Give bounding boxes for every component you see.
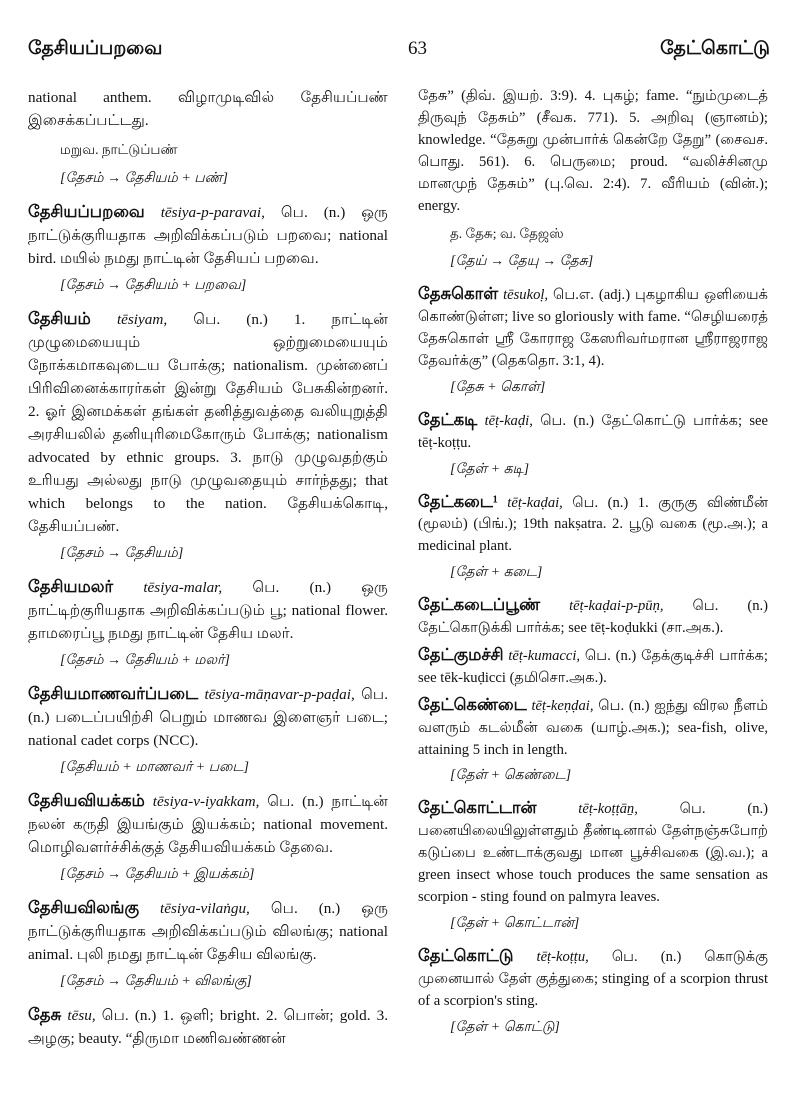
entry-definition: பெ. (n.) நாட்டின் நலன் கருதி இயங்கும் இயக்கம்; national movement. மொழிவளர்ச்சிக்குத் தேசியவியக்கம் தேவை. bbox=[28, 793, 389, 856]
cross-reference: த. தேசு; வ. தேஜஸ் bbox=[450, 226, 564, 242]
etymology-line: [தேசம் → தேசியம் + பறவை] bbox=[60, 278, 247, 293]
entry-headword: தேட்கொட்டு bbox=[418, 945, 514, 965]
page-number: 63 bbox=[408, 38, 427, 59]
entry-definition: பெ. (n.) ஒரு நாட்டுக்குரியதாக அறிவிக்கப்படும் பறவை; national bird. மயில் நமது நாட்டின் தேசியப் பறவை. bbox=[28, 204, 389, 267]
left-column bbox=[28, 86, 388, 1054]
entry-headword: தேசியப்பறவை bbox=[28, 202, 145, 221]
page-header bbox=[28, 38, 770, 66]
running-head-left: தேசியப்பறவை bbox=[28, 38, 163, 59]
entry-headword: தேசு bbox=[28, 1005, 62, 1024]
entry-headword: தேசியம் bbox=[28, 309, 91, 328]
entry-transliteration: tēṭ-koṭṭu, bbox=[536, 948, 589, 965]
dictionary-entry bbox=[28, 1003, 388, 1050]
dictionary-entry bbox=[418, 283, 768, 373]
entry-definition: பெ. (n.) 1. குருகு விண்மீன் (மூலம்) (பிங்.); 19th nakṣatra. 2. பூடு வகை (மூ.அ.); a medicinal plant. bbox=[418, 494, 768, 555]
dictionary-entry bbox=[28, 789, 388, 859]
etymology-line: [தேய் → தேயு → தேசு] bbox=[450, 254, 594, 270]
entry-headword: தேட்கடை¹ bbox=[418, 491, 498, 511]
entry-transliteration: tēsiya-māṇavar-p-paḍai, bbox=[204, 686, 355, 703]
dictionary-entry bbox=[418, 797, 768, 909]
entry-transliteration: tēṭ-koṭṭāṉ, bbox=[578, 801, 638, 818]
continued-text: national anthem. விழாமுடிவில் தேசியப்பண் இசைக்கப்பட்டது. bbox=[28, 89, 388, 129]
running-head-right: தேட்கொட்டு bbox=[660, 38, 770, 59]
dictionary-entry bbox=[28, 307, 388, 538]
dictionary-entry bbox=[418, 644, 768, 690]
entry-headword: தேசியவிலங்கு bbox=[28, 898, 140, 917]
entry-transliteration: tēsiya-vilaṅgu, bbox=[160, 900, 250, 917]
etymology-line: [தேசம் → தேசியம் + விலங்கு] bbox=[60, 974, 252, 989]
dictionary-entry bbox=[418, 594, 768, 640]
dictionary-entry bbox=[418, 694, 768, 762]
dictionary-entry bbox=[28, 682, 388, 752]
entry-transliteration: tēsukoḷ, bbox=[503, 287, 549, 304]
entry-headword: தேட்கொட்டான் bbox=[418, 798, 537, 818]
entry-headword: தேசியமலர் bbox=[28, 577, 114, 596]
entry-definition: பெ. (n.) படைப்பயிற்சி பெறும் மாணவ இளைஞர் படை; national cadet corps (NCC). bbox=[28, 686, 388, 749]
dictionary-entry bbox=[418, 491, 768, 559]
entry-transliteration: tēsiya-malar, bbox=[143, 579, 223, 596]
entry-definition: பெ.எ. (adj.) புகழாகிய ஒளியைக் கொண்டுள்ள; live so gloriously with fame. “செழியரைத் தேசுகொள் ஸ்ரீ கோராஜ கேஸரிவர்மரான ஸ்ரீராஜராஜ தேவர்க்கு” (தெகதொ. 3:1, 4). bbox=[418, 287, 768, 369]
etymology-line: [தேள் + கடை] bbox=[450, 565, 543, 581]
entry-definition: பெ. (n.) தேக்குடிச்சி பார்க்க; see tēk-kuḍicci (தமிசொ.அக.). bbox=[418, 647, 768, 686]
cross-reference: மறுவ. நாட்டுப்பண் bbox=[60, 142, 178, 157]
entry-transliteration: tēṭ-kumacci, bbox=[508, 647, 581, 664]
etymology-line: [தேசம் → தேசியம் + மலர்] bbox=[60, 653, 230, 668]
entry-transliteration: tēṭ-kaḍai-p-pūṇ, bbox=[569, 598, 664, 615]
entry-definition: பெ. (n.) ஒரு நாட்டிற்குரியதாக அறிவிக்கப்படும் பூ; national flower. தாமரைப்பூ நமது நாட்டின் தேசிய மலர். bbox=[28, 579, 388, 642]
entry-transliteration: tēṭ-kaḍi, bbox=[484, 412, 533, 429]
entry-transliteration: tēsiyam, bbox=[116, 311, 168, 328]
entry-headword: தேட்குமச்சி bbox=[418, 644, 504, 664]
etymology-line: [தேள் + கெண்டை] bbox=[450, 768, 572, 784]
etymology-line: [தேசு + கொள்] bbox=[450, 379, 546, 395]
entry-transliteration: tēsiya-p-paravai, bbox=[160, 204, 265, 221]
entry-transliteration: tēṭ-keṇḍai, bbox=[531, 697, 594, 714]
dictionary-entry bbox=[418, 409, 768, 455]
etymology-line: [தேசம் → தேசியம் + பண்] bbox=[60, 171, 228, 186]
entry-definition: பெ. (n.) தேட்கொட்டு பார்க்க; see tēṭ-koṭṭu. bbox=[418, 412, 768, 451]
entry-headword: தேசுகொள் bbox=[418, 284, 499, 304]
entry-headword: தேட்கெண்டை bbox=[418, 694, 527, 714]
dictionary-entry bbox=[28, 896, 388, 966]
entry-transliteration: tēsu, bbox=[67, 1007, 96, 1024]
etymology-line: [தேசியம் + மாணவர் + படை] bbox=[60, 760, 249, 775]
etymology-line: [தேசம் → தேசியம்] bbox=[60, 546, 184, 561]
entry-transliteration: tēṭ-kaḍai, bbox=[507, 494, 563, 511]
etymology-line: [தேள் + கொட்டு] bbox=[450, 1019, 560, 1035]
continued-text: தேசு” (திவ். இயற். 3:9). 4. புகழ்; fame. “நும்முடைத் திருவுந் தேசும்” (சீவக. 771). 5. அறிவு (ஞானம்); knowledge. “தேசுறு முன்பார்க் கென்றே தேறு” (சைவச. பொது. 561). 6. பெருமை; proud. “வலிச்சினமு மானமுந் தேசும்” (பு.வெ. 2:4). 7. வீரியம் (வின்.); energy. bbox=[418, 88, 768, 214]
entry-definition: பெ. (n.) தேட்கொடுக்கி பார்க்க; see tēṭ-koḍukki (சா.அக.). bbox=[418, 598, 768, 637]
entry-transliteration: tēsiya-v-iyakkam, bbox=[152, 793, 260, 810]
entry-headword: தேசியவியக்கம் bbox=[28, 791, 145, 810]
etymology-line: [தேள் + கடி] bbox=[450, 461, 530, 477]
entry-definition: பெ. (n.) 1. நாட்டின் முழுமையையும் ஒற்றுமையையும் நோக்கமாகவுடைய போக்கு; nationalism. முன்னைப் பிரிவினைக்காரர்கள் இன்று தேசியம் பேசுகின்றனர். 2. ஓர் இனமக்கள் தங்கள் தனித்துவத்தை வலியுறுத்தி அரசியலில் தனியுரிமைகோரும் போக்கு; nationalism advocated by ethnic groups. 3. நாடு முழுவதற்கும் உரியது அல்லது நாடு முழுவதையும் சார்ந்தது; that which belongs to the nation. தேசியக்கொடி, தேசியப்பண். bbox=[28, 311, 389, 535]
entry-headword: தேட்கடி bbox=[418, 409, 478, 429]
dictionary-entry bbox=[28, 200, 388, 270]
entry-definition: பெ. (n.) 1. ஒளி; bright. 2. பொன்; gold. 3. அழகு; beauty. “திருமா மணிவண்ணன் bbox=[28, 1007, 389, 1047]
entry-definition: பெ. (n.) பனையிலையிலுள்ளதும் தீண்டினால் தேள்நஞ்சுபோற் கடுப்பை உண்டாக்குவது மான பூச்சிவகை (இ.வ.); a green insect whose touch produces the same sensation as scorpion - sting found on palmyra leaves. bbox=[418, 801, 768, 905]
dictionary-entry bbox=[418, 945, 768, 1013]
entry-definition: பெ. (n.) கொடுக்கு முனையால் தேள் குத்துகை; stinging of a scorpion thrust of a scorpion's sting. bbox=[418, 948, 768, 1009]
etymology-line: [தேள் + கொட்டான்] bbox=[450, 915, 580, 931]
entry-definition: பெ. (n.) ஒரு நாட்டுக்குரியதாக அறிவிக்கப்படும் விலங்கு; national animal. புலி நமது நாட்டின் தேசிய விலங்கு. bbox=[28, 900, 389, 963]
entry-headword: தேசியமாணவர்ப்படை bbox=[28, 684, 199, 703]
dictionary-entry bbox=[28, 575, 388, 645]
right-column bbox=[418, 86, 768, 1048]
entry-definition: பெ. (n.) ஐந்து விரல நீளம் வளரும் கடல்மீன் வகை (யாழ்.அக.); sea-fish, olive, attaining 5 inch in length. bbox=[418, 697, 768, 758]
entry-headword: தேட்கடைப்பூண் bbox=[418, 595, 541, 615]
etymology-line: [தேசம் → தேசியம் + இயக்கம்] bbox=[60, 867, 255, 882]
